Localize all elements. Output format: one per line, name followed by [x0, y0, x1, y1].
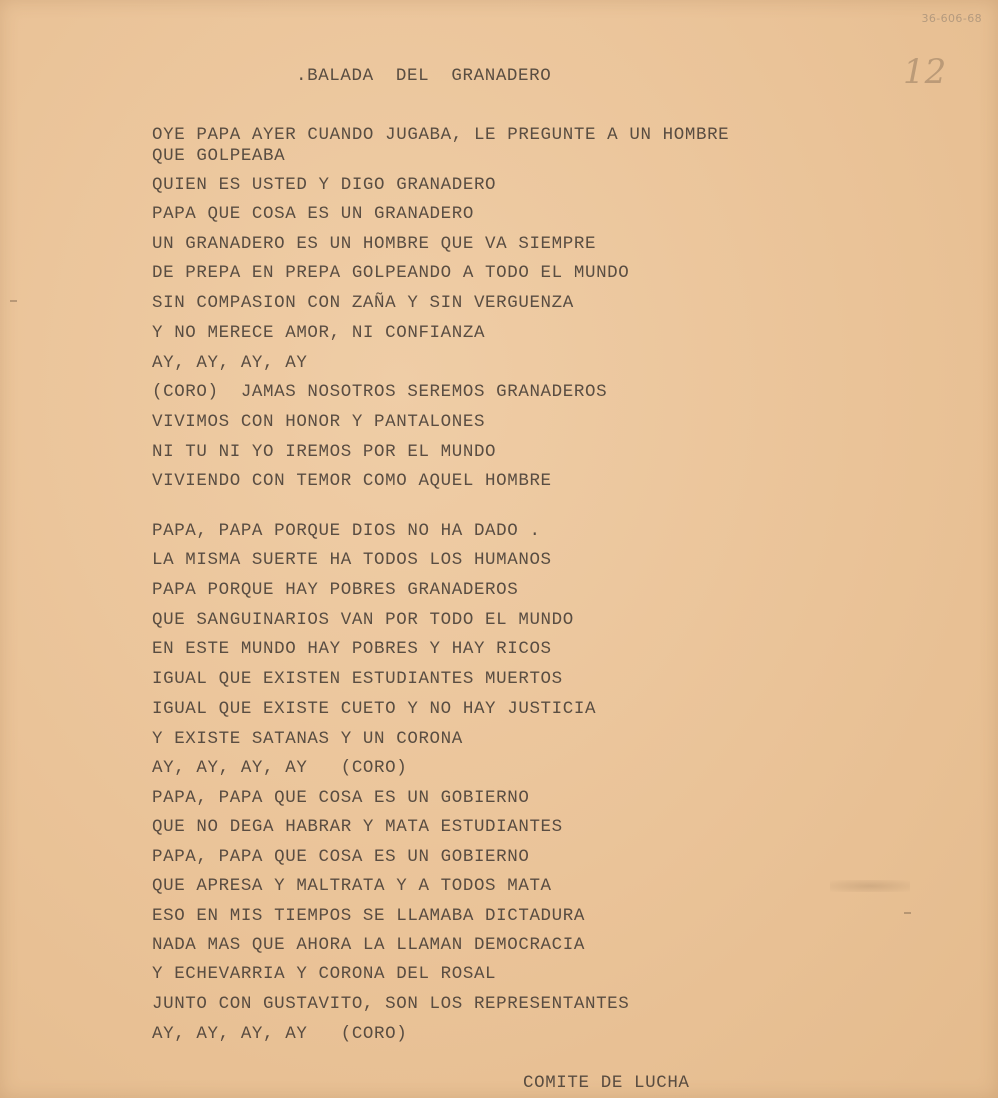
lyric-line: NI TU NI YO IREMOS POR EL MUNDO [152, 442, 497, 462]
lyric-line: PAPA, PAPA PORQUE DIOS NO HA DADO . [152, 521, 541, 541]
archive-number: 36-606-68 [921, 12, 982, 25]
margin-mark [10, 300, 17, 302]
song-title: .BALADA DEL GRANADERO [296, 66, 552, 86]
lyric-line: LA MISMA SUERTE HA TODOS LOS HUMANOS [152, 550, 552, 570]
margin-mark [904, 912, 911, 914]
lyric-line: JUNTO CON GUSTAVITO, SON LOS REPRESENTANTES [152, 994, 630, 1014]
lyric-line: QUE APRESA Y MALTRATA Y A TODOS MATA [152, 876, 552, 896]
lyric-line: QUE SANGUINARIOS VAN POR TODO EL MUNDO [152, 610, 574, 630]
lyric-line: PAPA, PAPA QUE COSA ES UN GOBIERNO [152, 847, 530, 867]
lyric-line: IGUAL QUE EXISTEN ESTUDIANTES MUERTOS [152, 669, 563, 689]
lyric-line: PAPA QUE COSA ES UN GRANADERO [152, 204, 474, 224]
lyric-line: PAPA PORQUE HAY POBRES GRANADEROS [152, 580, 519, 600]
lyric-line: ESO EN MIS TIEMPOS SE LLAMABA DICTADURA [152, 906, 585, 926]
lyric-line: Y EXISTE SATANAS Y UN CORONA [152, 729, 463, 749]
lyric-line: QUE GOLPEABA [152, 146, 286, 166]
signature-line: COMITE DE LUCHA [523, 1073, 690, 1093]
lyric-line: (CORO) JAMAS NOSOTROS SEREMOS GRANADEROS [152, 382, 608, 402]
lyric-line: QUIEN ES USTED Y DIGO GRANADERO [152, 175, 497, 195]
ink-smudge [830, 880, 910, 892]
handwritten-page-mark: 12 [903, 52, 947, 92]
lyric-line: IGUAL QUE EXISTE CUETO Y NO HAY JUSTICIA [152, 699, 597, 719]
lyric-line: SIN COMPASION CON ZAÑA Y SIN VERGUENZA [152, 293, 574, 313]
lyric-line: AY, AY, AY, AY (CORO) [152, 1024, 408, 1044]
lyric-line: Y NO MERECE AMOR, NI CONFIANZA [152, 323, 486, 343]
lyric-line: Y ECHEVARRIA Y CORONA DEL ROSAL [152, 964, 497, 984]
lyric-line: EN ESTE MUNDO HAY POBRES Y HAY RICOS [152, 639, 552, 659]
lyric-line: QUE NO DEGA HABRAR Y MATA ESTUDIANTES [152, 817, 563, 837]
lyric-line: OYE PAPA AYER CUANDO JUGABA, LE PREGUNTE A UN HOMBRE [152, 125, 730, 145]
lyric-line: AY, AY, AY, AY (CORO) [152, 758, 408, 778]
lyric-line: AY, AY, AY, AY [152, 353, 308, 373]
lyric-line: DE PREPA EN PREPA GOLPEANDO A TODO EL MUNDO [152, 263, 630, 283]
lyric-line: UN GRANADERO ES UN HOMBRE QUE VA SIEMPRE [152, 234, 597, 254]
lyric-line: NADA MAS QUE AHORA LA LLAMAN DEMOCRACIA [152, 935, 585, 955]
lyric-line: VIVIENDO CON TEMOR COMO AQUEL HOMBRE [152, 471, 552, 491]
lyric-line: VIVIMOS CON HONOR Y PANTALONES [152, 412, 486, 432]
lyric-line: PAPA, PAPA QUE COSA ES UN GOBIERNO [152, 788, 530, 808]
